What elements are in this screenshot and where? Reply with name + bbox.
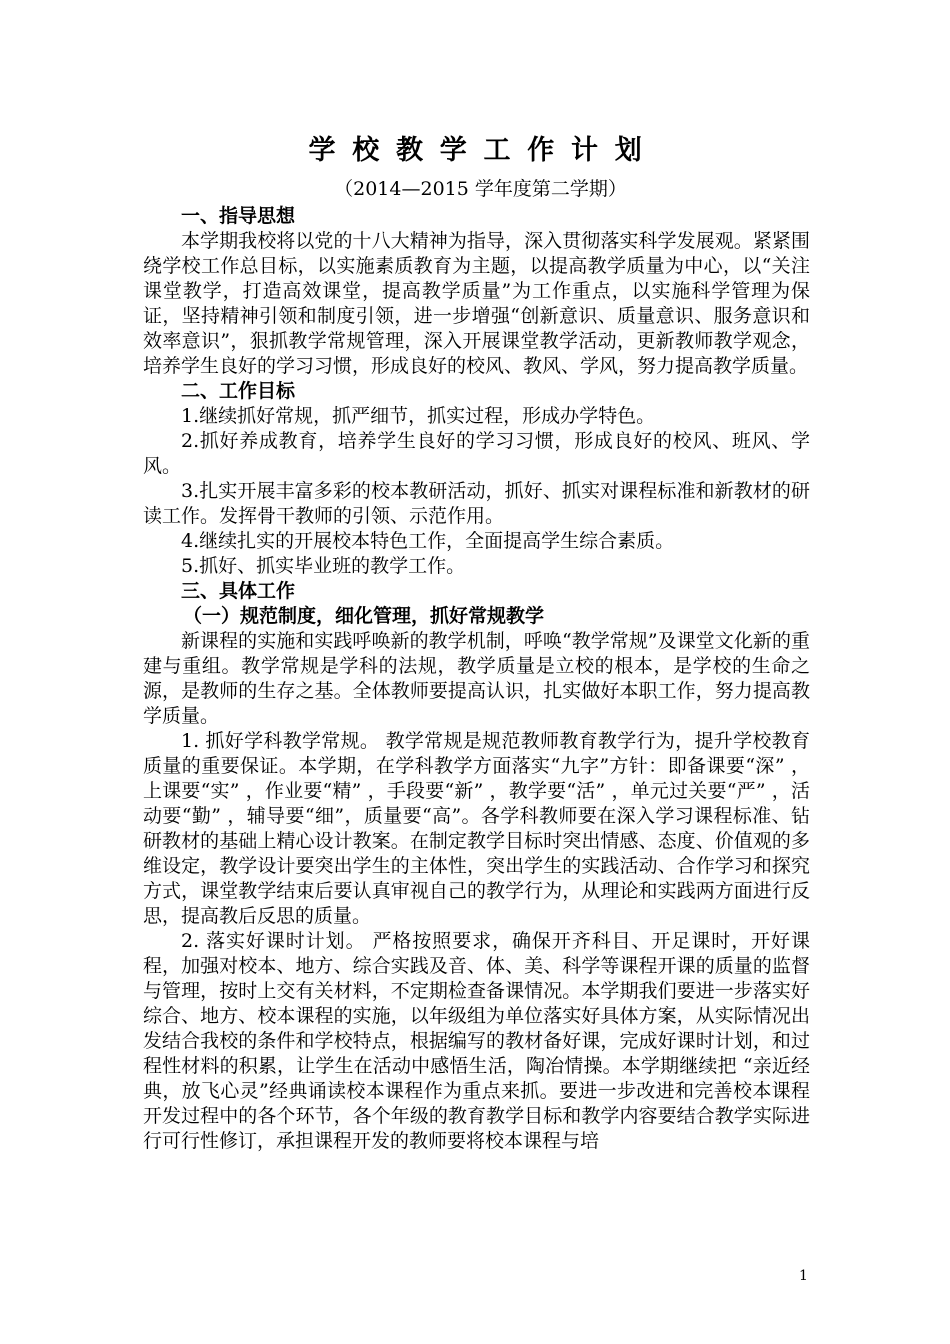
page-title: 学校教学工作计划: [308, 135, 659, 166]
subsection-heading-standardize-system: （一）规范制度，细化管理，抓好常规教学: [183, 605, 545, 627]
paragraph-class-hour-plan: 2. 落实好课时计划。 严格按照要求，确保开齐科目、开足课时，开好课程，加强对校本、地方、综合实践及音、体、美、科学等课程开课的质量的监督与管理，按时上交有关材料，不定期检查备课情况。本学期我们要进一步落实好综合、地方、校本课程的实施，以年级组为单位落实好具体方案，从实际情况出发结合我校的条件和学校特点，根据编写的教材备好课，完成好课时计划，和过程性材料的积累，让学生在活动中感悟生活，陶冶情操。本学期继续把 “亲近经典，放飞心灵”经典诵读校本课程作为重点来抓。要进一步改进和完善校本课程开发过程中的各个环节，各个年级的教育教学目标和教学内容要结合教学实际进行可行性修订，承担课程开发的教师要将校本课程与培: [143, 930, 810, 1152]
paragraph-new-curriculum: 新课程的实施和实践呼唤新的教学机制，呼唤“教学常规”及课堂文化新的重建与重组。教学常规是学科的法规，教学质量是立校的根本，是学校的生命之源，是教师的生存之基。全体教师要提高认识，扎实做好本职工作，努力提高教学质量。: [143, 630, 810, 727]
section-heading-specific-work: 三、具体工作: [181, 580, 296, 602]
goal-item-1: 1.继续抓好常规，抓严细节，抓实过程，形成办学特色。: [181, 405, 656, 427]
page-number: 1: [799, 1268, 808, 1284]
goal-item-5: 5.抓好、抓实毕业班的教学工作。: [181, 555, 466, 577]
document-page: [143, 128, 810, 1154]
goal-item-3: 3.扎实开展丰富多彩的校本教研活动，抓好、抓实对课程标准和新教材的研读工作。发挥骨干教师的引领、示范作用。: [143, 480, 810, 527]
section-heading-guiding-ideology: 一、指导思想: [181, 205, 296, 227]
section-heading-work-goals: 二、工作目标: [181, 380, 296, 402]
goal-item-4: 4.继续扎实的开展校本特色工作，全面提高学生综合素质。: [181, 530, 675, 552]
paragraph-teaching-routine: 1. 抓好学科教学常规。 教学常规是规范教师教育教学行为，提升学校教育质量的重要保证。本学期，在学科教学方面落实“九字”方针：即备课要“深” ，上课要“实” ，作业要“精” ，手段要“新” ，教学要“活” ，单元过关要“严” ，活动要“勤” ，辅导要“细”，质量要“高”。各学科教师要在深入学习课程标准、钻研教材的基础上精心设计教案。在制定教学目标时突出情感、态度、价值观的多维设定，教学设计要突出学生的主体性，突出学生的实践活动、合作学习和探究方式，课堂教学结束后要认真审视自己的教学行为，从理论和实践两方面进行反思，提高教后反思的质量。: [143, 730, 810, 927]
goal-item-2: 2.抓好养成教育，培养学生良好的学习习惯，形成良好的校风、班风、学风。: [143, 430, 810, 477]
page-subtitle: （2014—2015 学年度第二学期）: [334, 178, 627, 200]
paragraph-guiding-ideology: 本学期我校将以党的十八大精神为指导，深入贯彻落实科学发展观。紧紧围绕学校工作总目标，以实施素质教育为主题，以提高教学质量为中心，以“关注课堂教学，打造高效课堂，提高教学质量”为工作重点，以实施科学管理为保证，坚持精神引领和制度引领，进一步增强“创新意识、质量意识、服务意识和效率意识”，狠抓教学常规管理，深入开展课堂教学活动，更新教师教学观念，培养学生良好的学习习惯，形成良好的校风、教风、学风，努力提高教学质量。: [143, 230, 810, 377]
